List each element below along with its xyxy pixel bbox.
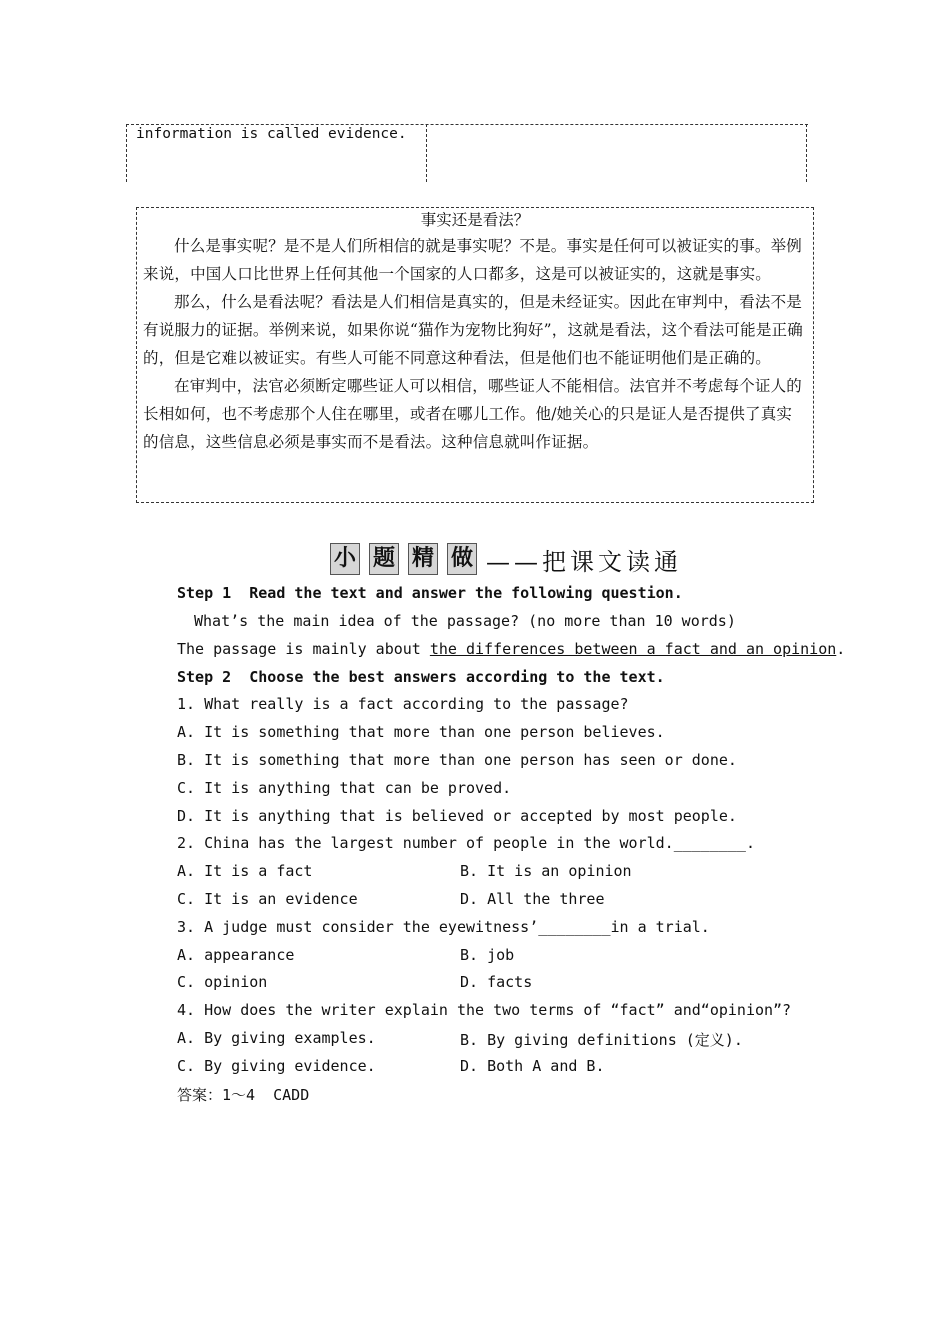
translation-paragraph-1: 什么是事实呢？是不是人们所相信的就是事实呢？不是。事实是任何可以被证实的事。举例来说，中国人口比世界上任何其他一个国家的人口都多，这是可以被证实的，这就是事实。 <box>143 237 803 283</box>
step1-answer <box>177 640 845 658</box>
answer-key: 答案：1～4 CADD <box>177 1086 310 1104</box>
translation-box <box>136 207 814 503</box>
q4-option-c: C. By giving evidence. <box>177 1057 376 1075</box>
translation-paragraph-2: 那么，什么是看法呢？看法是人们相信是真实的，但是未经证实。因此在审判中，看法不是有说服力的证据。举例来说，如果你说“猫作为宠物比狗好”，这就是看法，这个看法可能是正确的，但是它难以被证实。有些人可能不同意这种看法，但是他们也不能证明他们是正确的。 <box>143 293 803 367</box>
heading-box-char: 做 <box>447 543 477 575</box>
heading-box-char: 小 <box>330 543 360 575</box>
q2-option-b: B. It is an opinion <box>460 862 632 880</box>
q2-option-a: A. It is a fact <box>177 862 313 880</box>
q1-option-d: D. It is anything that is believed or accepted by most people. <box>177 807 737 825</box>
step1-answer-underlined: the differences between a fact and an opinion <box>429 640 837 658</box>
q2-option-c: C. It is an evidence <box>177 890 358 908</box>
question-1: 1. What really is a fact according to the passage? <box>177 695 629 713</box>
table-cell-text: information is called evidence. <box>136 126 407 142</box>
q3-option-b: B. job <box>460 946 515 964</box>
top-table-fragment <box>126 124 808 182</box>
heading-box-char: 精 <box>408 543 438 575</box>
question-2: 2. China has the largest number of people in the world.________. <box>177 834 755 852</box>
table-left-border <box>126 124 127 182</box>
table-right-border <box>806 124 807 182</box>
step1-question: What’s the main idea of the passage? (no more than 10 words) <box>194 612 736 630</box>
q1-option-a: A. It is something that more than one person believes. <box>177 723 665 741</box>
heading-subtitle: ——把课文读通 <box>486 547 682 576</box>
step1-heading: Step 1 Read the text and answer the following question. <box>177 584 683 602</box>
q2-option-d: D. All the three <box>460 890 605 908</box>
step2-heading: Step 2 Choose the best answers according to the text. <box>177 668 665 686</box>
table-middle-border <box>426 124 427 182</box>
question-4: 4. How does the writer explain the two terms of “fact” and“opinion”? <box>177 1001 792 1019</box>
step1-answer-prefix: The passage is mainly about <box>177 640 430 658</box>
q3-option-a: A. appearance <box>177 946 295 964</box>
q4-option-d: D. Both A and B. <box>460 1057 605 1075</box>
table-top-border <box>126 124 808 125</box>
step1-answer-suffix: . <box>836 640 846 658</box>
section-heading <box>330 542 682 576</box>
q4-option-a: A. By giving examples. <box>177 1029 376 1047</box>
q3-option-c: C. opinion <box>177 973 268 991</box>
q4-option-b: B. By giving definitions (定义). <box>460 1031 743 1049</box>
heading-box-char: 题 <box>369 543 399 575</box>
q1-option-c: C. It is anything that can be proved. <box>177 779 512 797</box>
q3-option-d: D. facts <box>460 973 533 991</box>
question-3: 3. A judge must consider the eyewitness’________in a trial. <box>177 918 710 936</box>
q1-option-b: B. It is something that more than one person has seen or done. <box>177 751 737 769</box>
translation-title: 事实还是看法？ <box>420 211 530 229</box>
translation-paragraph-3: 在审判中，法官必须断定哪些证人可以相信，哪些证人不能相信。法官并不考虑每个证人的长相如何，也不考虑那个人住在哪里，或者在哪儿工作。他/她关心的只是证人是否提供了真实的信息，这些信息必须是事实而不是看法。这种信息就叫作证据。 <box>143 377 803 451</box>
